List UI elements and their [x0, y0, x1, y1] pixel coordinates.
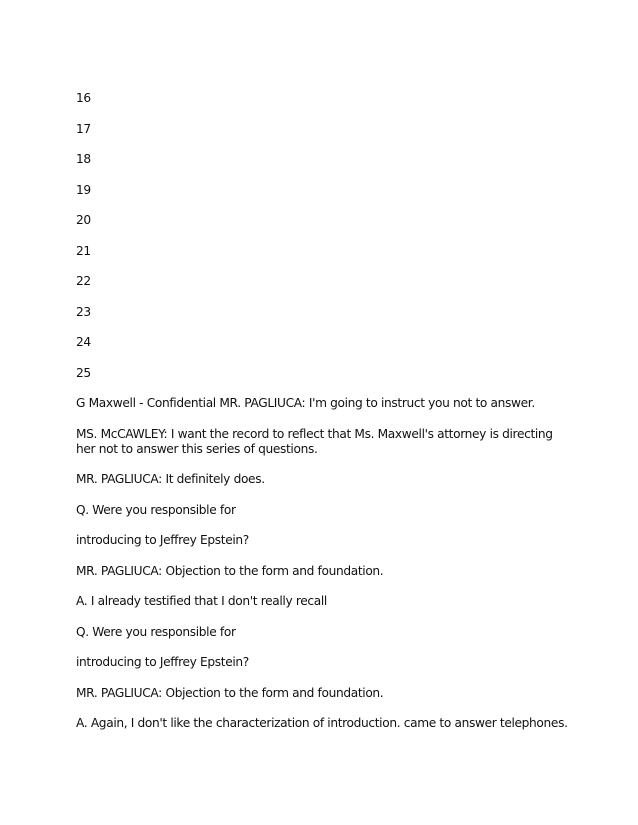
line-number-17: 17 [76, 122, 91, 136]
transcript-paragraph: MR. PAGLIUCA: Objection to the form and foundation. [76, 564, 384, 578]
transcript-paragraph: MR. PAGLIUCA: It definitely does. [76, 472, 265, 486]
line-number-16: 16 [76, 91, 91, 105]
transcript-paragraph: Q. Were you responsible for [76, 625, 236, 639]
transcript-paragraph: Q. Were you responsible for [76, 503, 236, 517]
transcript-paragraph: introducing to Jeffrey Epstein? [76, 655, 249, 669]
transcript-paragraph: introducing to Jeffrey Epstein? [76, 533, 249, 547]
line-number-24: 24 [76, 335, 91, 349]
transcript-paragraph: MR. PAGLIUCA: Objection to the form and foundation. [76, 686, 384, 700]
line-number-18: 18 [76, 152, 91, 166]
line-number-25: 25 [76, 366, 91, 380]
line-number-20: 20 [76, 213, 91, 227]
transcript-paragraph: G Maxwell - Confidential MR. PAGLIUCA: I'm going to instruct you not to answer. [76, 396, 535, 410]
line-number-22: 22 [76, 274, 91, 288]
transcript-paragraph: A. I already testified that I don't really recall [76, 594, 327, 608]
line-number-19: 19 [76, 183, 91, 197]
line-number-23: 23 [76, 305, 91, 319]
transcript-paragraph: A. Again, I don't like the characterization of introduction. came to answer telephones. [76, 716, 568, 730]
transcript-paragraph: MS. McCAWLEY: I want the record to reflect that Ms. Maxwell's attorney is directing her not to answer this series of questions. [76, 427, 553, 456]
line-number-21: 21 [76, 244, 91, 258]
